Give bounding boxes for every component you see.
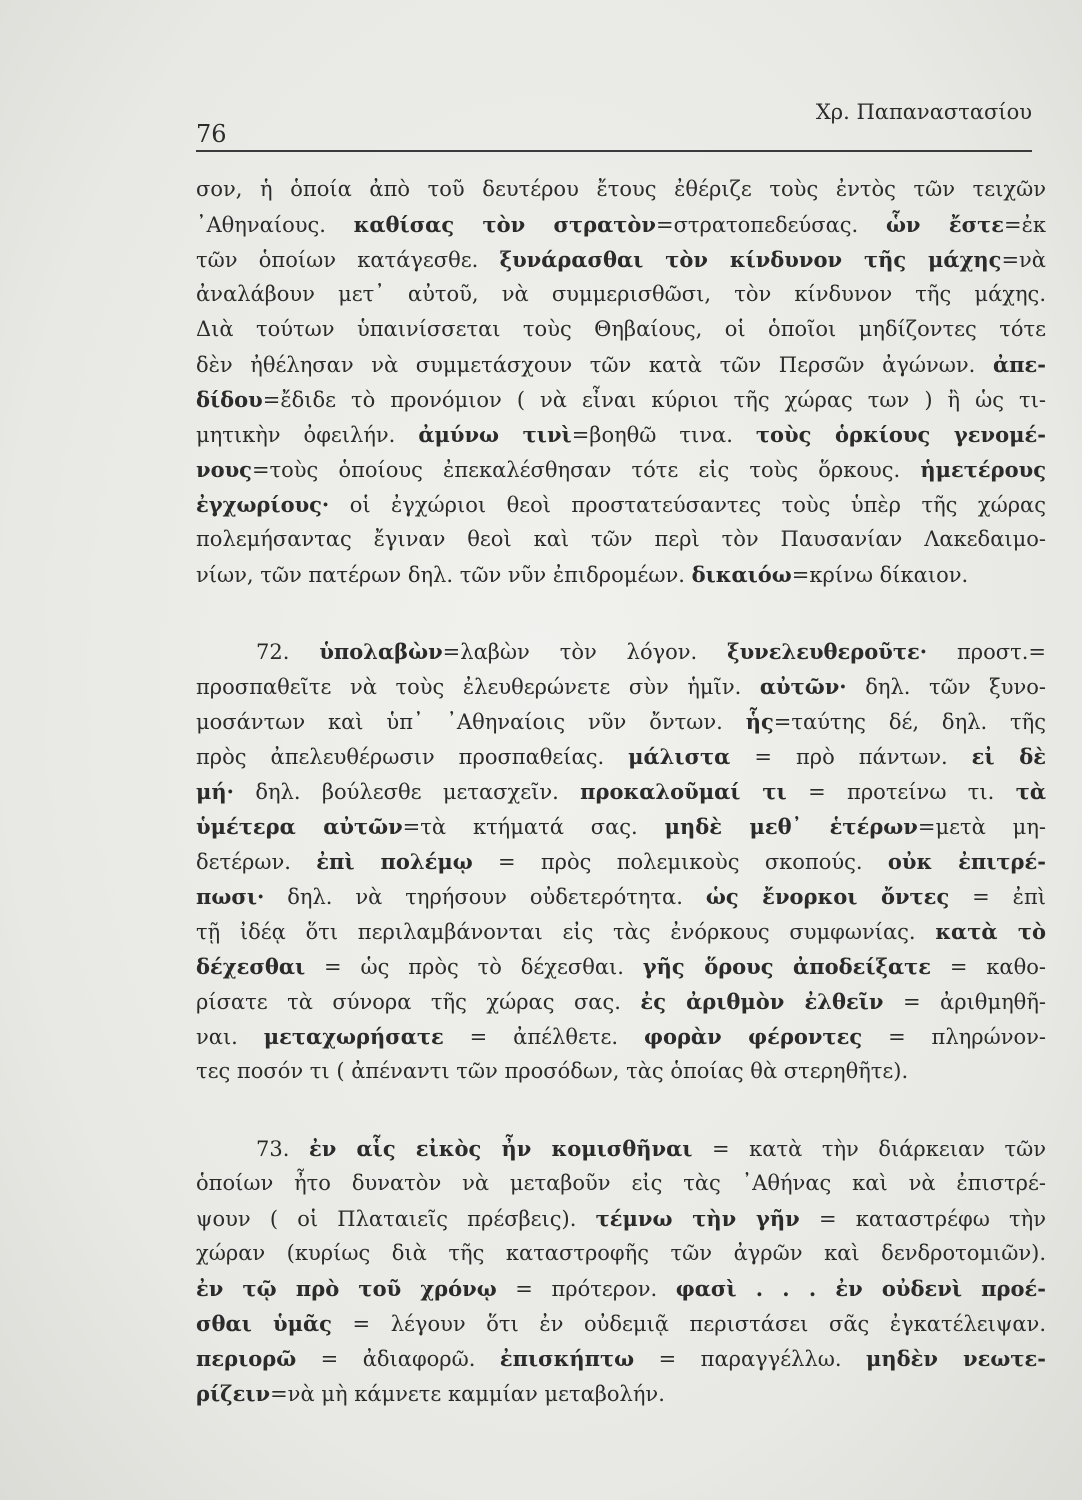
note-72 xyxy=(196,634,1046,1089)
lemma: αὐτῶν· xyxy=(759,674,847,699)
gloss-text: = ὡς πρὸς τὸ δέχεσθαι. xyxy=(305,955,643,979)
gloss-text: = καθο- xyxy=(931,955,1046,979)
text-line xyxy=(196,382,1046,417)
gloss-text: =ἔδιδε τὸ προνόμιον ( νὰ εἶναι κύριοι τῆς χώρας των ) ἢ ὡς τι- xyxy=(262,388,1046,412)
text-line xyxy=(196,242,1046,277)
gloss-text: = ἀδιαφορῶ. xyxy=(296,1347,500,1371)
gloss-text: προσπαθεῖτε νὰ τοὺς ἐλευθερώνετε σὺν ἡμῖν. xyxy=(196,675,760,699)
text-line xyxy=(196,1166,1046,1201)
gloss-text: =ταύτης δέ, δηλ. τῆς xyxy=(773,710,1047,734)
gloss-text: δὲν ἠθέλησαν νὰ συμμετάσχουν τῶν κατὰ τῶν Περσῶν ἀγώνων. xyxy=(196,353,993,377)
gloss-text: δηλ. νὰ τηρήσουν οὐδετερότητα. xyxy=(264,885,706,909)
gloss-text: ναι. xyxy=(196,1025,264,1049)
gloss-text: νίων, τῶν πατέρων δηλ. τῶν νῦν ἐπιδρομέων. xyxy=(196,563,692,587)
text-line xyxy=(196,739,1046,774)
text-line xyxy=(196,487,1046,522)
note-73 xyxy=(196,1131,1046,1411)
text-line xyxy=(196,1201,1046,1236)
gloss-text: = καταστρέφω τὴν xyxy=(799,1207,1046,1231)
lemma: ἐς ἀριθμὸν ἐλθεῖν xyxy=(640,989,884,1014)
lemma: νους xyxy=(196,457,252,482)
gloss-text: τες ποσόν τι ( ἀπέναντι τῶν προσόδων, τὰς ὁποίας θὰ στερηθῆτε). xyxy=(196,1059,909,1083)
lemma: ἡμετέρους xyxy=(920,457,1046,482)
gloss-text: =στρατοπεδεύσας. xyxy=(655,213,886,237)
gloss-text: =κρίνω δίκαιον. xyxy=(791,563,969,587)
lemma: εἰ δὲ xyxy=(971,744,1046,769)
lemma: τὰ xyxy=(1015,779,1046,804)
text-line xyxy=(196,417,1046,452)
gloss-text: ὁποίων ἦτο δυνατὸν νὰ μεταβοῦν εἰς τὰς ᾿Αθήνας καὶ νὰ ἐπιστρέ- xyxy=(196,1171,1046,1195)
gloss-text: = παραγγέλλω. xyxy=(634,1347,866,1371)
gloss-text: = πρὸς πολεμικοὺς σκοπούς. xyxy=(472,850,888,874)
text-line xyxy=(196,452,1046,487)
note-number: 73. xyxy=(256,1137,309,1161)
text-line xyxy=(196,347,1046,382)
lemma: ξυνάρασθαι τὸν κίνδυνον τῆς μάχης xyxy=(499,247,1002,272)
lemma: ἐν αἷς εἰκὸς ἦν κομισθῆναι xyxy=(308,1136,693,1161)
gloss-text: δετέρων. xyxy=(196,850,317,874)
text-line xyxy=(196,844,1046,879)
lemma: ἐν τῷ πρὸ τοῦ χρόνῳ xyxy=(196,1276,497,1301)
lemma: ὑπολαβὼν xyxy=(319,639,443,664)
page-number: 76 xyxy=(196,120,227,148)
lemma: ἐπὶ πολέμῳ xyxy=(316,849,473,874)
text-line xyxy=(196,1341,1046,1376)
lemma: ρίζειν xyxy=(196,1381,271,1406)
gloss-text: =λαβὼν τὸν λόγον. xyxy=(442,640,728,664)
gloss-text: = κατὰ τὴν διάρκειαν τῶν xyxy=(692,1137,1047,1161)
gloss-text: =τὰ κτήματά σας. xyxy=(402,815,665,839)
text-line xyxy=(196,1306,1046,1341)
lemma: ἧς xyxy=(745,709,774,734)
lemma: κατὰ τὸ xyxy=(935,919,1046,944)
lemma: ὑμέτερα αὐτῶν xyxy=(196,814,403,839)
text-line xyxy=(196,1131,1046,1166)
lemma: τοὺς ὁρκίους γενομέ- xyxy=(755,422,1046,447)
lemma: ὡς ἔνορκοι ὄντες xyxy=(705,884,950,909)
gloss-text: = πληρώνον- xyxy=(862,1025,1046,1049)
lemma: πωσι· xyxy=(196,884,265,909)
header-rule xyxy=(196,150,1032,152)
lemma: προκαλοῦμαί τι xyxy=(580,779,787,804)
lemma: φασὶ . . . ἐν οὐδενὶ προέ- xyxy=(675,1276,1047,1301)
lemma: ἐγχωρίους· xyxy=(196,492,330,517)
gloss-text: μητικὴν ὀφειλήν. xyxy=(196,423,419,447)
lemma: ἀμύνω τινὶ xyxy=(418,422,572,447)
gloss-text: = προτείνω τι. xyxy=(786,780,1016,804)
lemma: μή· xyxy=(196,779,234,804)
gloss-text: = πρὸ πάντων. xyxy=(730,745,972,769)
lemma: δέχεσθαι xyxy=(196,954,306,979)
lemma: ἐπισκήπτω xyxy=(499,1346,635,1371)
text-line xyxy=(196,879,1046,914)
gloss-text: τῶν ὁποίων κατάγεσθε. xyxy=(196,248,500,272)
paragraph-gap xyxy=(196,1089,1046,1131)
gloss-text: μοσάντων καὶ ὑπ᾿ ᾿Αθηναίοις νῦν ὄντων. xyxy=(196,710,746,734)
text-line xyxy=(196,1271,1046,1306)
text-line xyxy=(196,634,1046,669)
note-number: 72. xyxy=(256,640,320,664)
page-body xyxy=(196,172,1046,1411)
lemma: ἀπε- xyxy=(992,352,1046,377)
text-line xyxy=(196,277,1046,312)
text-line xyxy=(196,809,1046,844)
gloss-text: προστ.= xyxy=(927,640,1046,664)
gloss-text: ἀναλάβουν μετ᾿ αὐτοῦ, νὰ συμμερισθῶσι, τὸν κίνδυνον τῆς μάχης. xyxy=(196,282,1046,306)
gloss-text: =ἐκ xyxy=(1004,213,1046,237)
text-line xyxy=(196,914,1046,949)
gloss-text: ρίσατε τὰ σύνορα τῆς χώρας σας. xyxy=(196,990,641,1014)
gloss-text: = πρότερον. xyxy=(496,1277,676,1301)
lemma: δίδου xyxy=(196,387,263,412)
lemma: δικαιόω xyxy=(691,562,792,587)
gloss-text: =βοηθῶ τινα. xyxy=(571,423,756,447)
gloss-text: =νὰ xyxy=(1001,248,1046,272)
gloss-text: = ἀπέλθετε. xyxy=(443,1025,644,1049)
gloss-text: ᾿Αθηναίους. xyxy=(196,213,354,237)
gloss-text: πολεμήσαντας ἔγιναν θεοὶ καὶ τῶν περὶ τὸν Παυσανίαν Λακεδαιμο- xyxy=(196,527,1046,551)
text-line xyxy=(196,774,1046,809)
gloss-text: = ἀριθμηθῆ- xyxy=(883,990,1046,1014)
gloss-text: =τοὺς ὁποίους ἐπεκαλέσθησαν τότε εἰς τοὺς ὅρκους. xyxy=(251,458,921,482)
gloss-text: σον, ἡ ὁποία ἀπὸ τοῦ δευτέρου ἔτους ἐθέριζε τοὺς ἐντὸς τῶν τειχῶν xyxy=(196,177,1046,201)
gloss-text: δηλ. βούλεσθε μετασχεῖν. xyxy=(233,780,581,804)
lemma: περιορῶ xyxy=(196,1346,297,1371)
lemma: μηδὲν νεωτε- xyxy=(866,1346,1046,1371)
gloss-text: δηλ. τῶν ξυνο- xyxy=(846,675,1046,699)
lemma: ὧν ἔστε xyxy=(885,212,1004,237)
text-line xyxy=(196,1376,1046,1411)
lemma: καθίσας τὸν στρατὸν xyxy=(353,212,656,237)
lemma: μάλιστα xyxy=(628,744,731,769)
lemma: φορὰν φέροντες xyxy=(643,1024,863,1049)
gloss-text: =μετὰ μη- xyxy=(917,815,1046,839)
gloss-text: χώραν (κυρίως διὰ τῆς καταστροφῆς τῶν ἀγρῶν καὶ δενδροτομιῶν). xyxy=(196,1241,1046,1265)
text-line xyxy=(196,1236,1046,1271)
gloss-text: =νὰ μὴ κάμνετε καμμίαν μεταβολήν. xyxy=(270,1382,665,1406)
page-header xyxy=(196,92,1032,152)
text-line xyxy=(196,312,1046,347)
gloss-text: = λέγουν ὅτι ἐν οὐδεμιᾷ περιστάσει σᾶς ἐγκατέλειψαν. xyxy=(331,1312,1046,1336)
text-line xyxy=(196,557,1046,592)
text-line xyxy=(196,984,1046,1019)
text-line xyxy=(196,1054,1046,1089)
paragraph-gap xyxy=(196,592,1046,634)
note-continuation xyxy=(196,172,1046,592)
lemma: μεταχωρήσατε xyxy=(263,1024,444,1049)
lemma: οὐκ ἐπιτρέ- xyxy=(887,849,1046,874)
text-line xyxy=(196,522,1046,557)
running-title: Χρ. Παπαναστασίου xyxy=(815,100,1032,124)
gloss-text: = ἐπὶ xyxy=(949,885,1046,909)
text-line xyxy=(196,669,1046,704)
text-line xyxy=(196,172,1046,207)
gloss-text: οἱ ἐγχώριοι θεοὶ προστατεύσαντες τοὺς ὑπὲρ τῆς χώρας xyxy=(329,493,1046,517)
text-line xyxy=(196,704,1046,739)
gloss-text: πρὸς ἀπελευθέρωσιν προσπαθείας. xyxy=(196,745,629,769)
text-line xyxy=(196,207,1046,242)
text-line xyxy=(196,949,1046,984)
gloss-text: Διὰ τούτων ὑπαινίσσεται τοὺς Θηβαίους, οἱ ὁποῖοι μηδίζοντες τότε xyxy=(196,317,1046,341)
text-line xyxy=(196,1019,1046,1054)
gloss-text: ψουν ( οἱ Πλαταιεῖς πρέσβεις). xyxy=(196,1207,596,1231)
lemma: τέμνω τὴν γῆν xyxy=(595,1206,800,1231)
lemma: γῆς ὅρους ἀποδείξατε xyxy=(642,954,931,979)
lemma: μηδὲ μεθ᾿ ἑτέρων xyxy=(664,814,918,839)
gloss-text: τῇ ἰδέᾳ ὅτι περιλαμβάνονται εἰς τὰς ἐνόρκους συμφωνίας. xyxy=(196,920,936,944)
lemma: ξυνελευθεροῦτε· xyxy=(727,639,928,664)
lemma: σθαι ὑμᾶς xyxy=(196,1311,332,1336)
